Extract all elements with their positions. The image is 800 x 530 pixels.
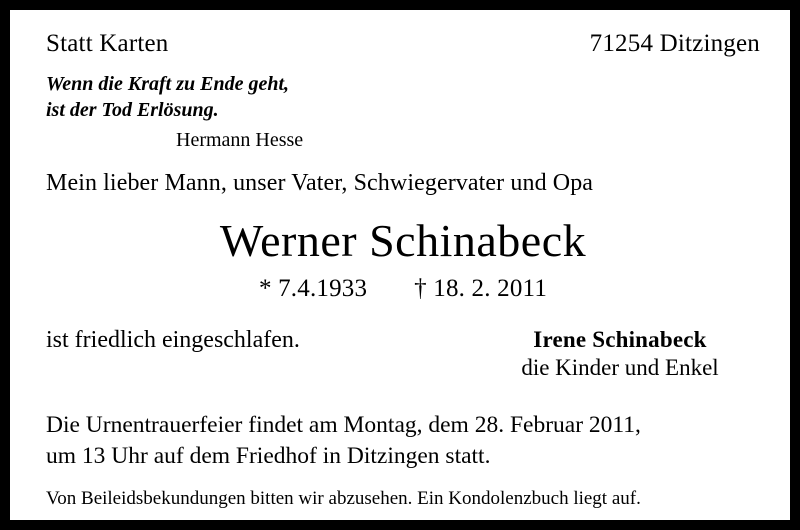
deceased-name: Werner Schinabeck	[219, 215, 587, 267]
notice-header	[46, 30, 760, 58]
birth-date: * 7.4.1933	[258, 275, 368, 303]
ceremony-block	[46, 410, 766, 472]
quote-block	[46, 72, 760, 123]
footnote-text: Von Beileidsbekundungen bitten wir abzusehen. Ein Kondolenzbuch liegt auf.	[46, 488, 641, 509]
ceremony-line-1: Die Urnentrauerfeier findet am Montag, dem 28. Februar 2011,	[46, 412, 641, 438]
obituary-notice	[10, 10, 790, 520]
quote-author: Hermann Hesse	[176, 129, 304, 152]
passed-text: ist friedlich eingeschlafen.	[46, 327, 300, 354]
deceased-dates	[46, 275, 760, 303]
family-block	[450, 326, 790, 382]
family-name: Irene Schinabeck	[533, 327, 707, 352]
family-subtitle: die Kinder und Enkel	[521, 355, 719, 381]
death-date: † 18. 2. 2011	[414, 275, 548, 303]
location-label: 71254 Ditzingen	[589, 30, 760, 57]
quote-line-1: Wenn die Kraft zu Ende geht,	[46, 73, 289, 95]
notice-content	[46, 30, 760, 354]
ceremony-line-2: um 13 Uhr auf dem Friedhof in Ditzingen statt.	[46, 443, 491, 470]
quote-line-2: ist der Tod Erlösung.	[46, 98, 219, 121]
statt-karten-label: Statt Karten	[46, 30, 169, 57]
relation-text: Mein lieber Mann, unser Vater, Schwiegervater und Opa	[46, 170, 594, 197]
